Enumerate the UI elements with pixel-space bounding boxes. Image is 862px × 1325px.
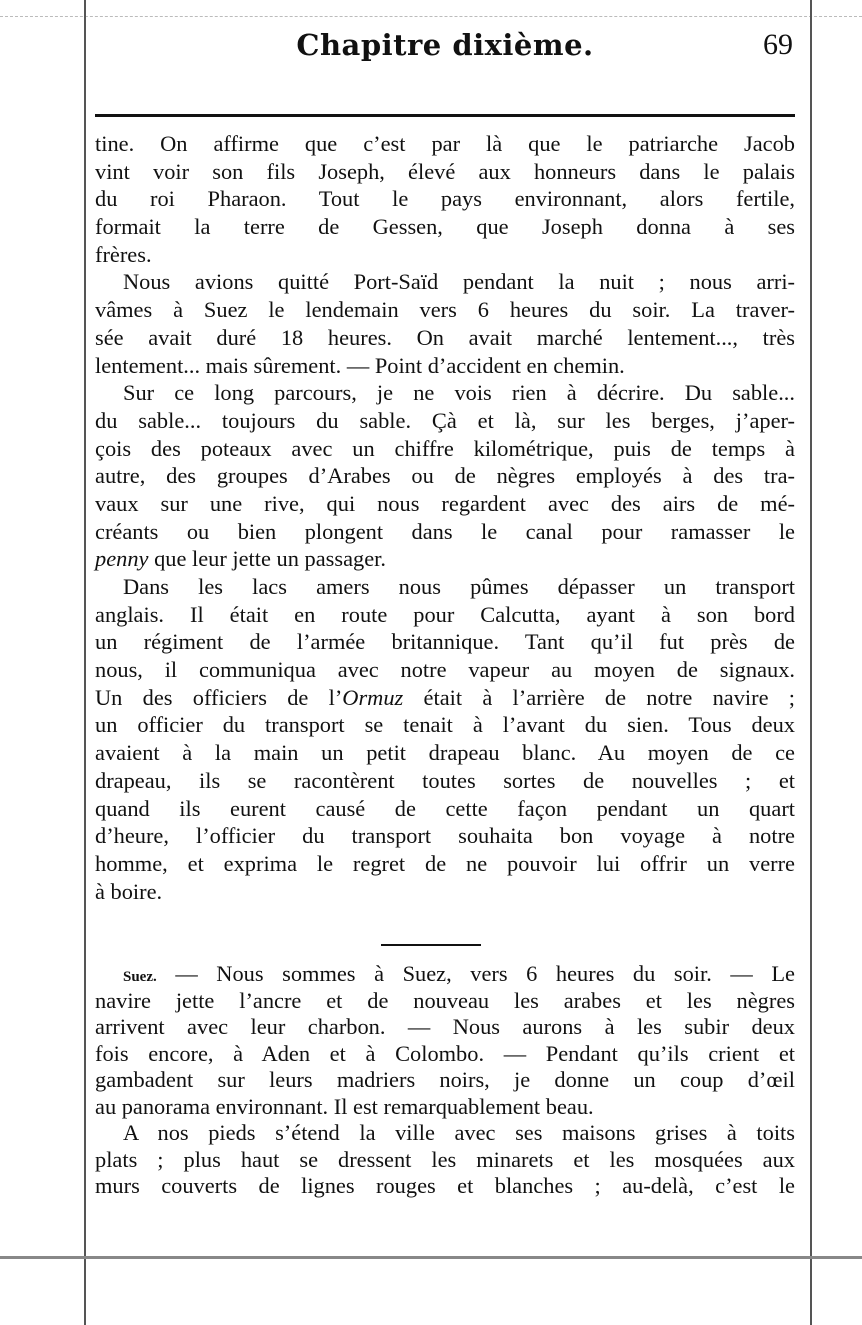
text-line: Un des officiers de l’Ormuz était à l’arrière de notre navire ; (95, 684, 796, 710)
text-line: d’heure, l’officier du transport souhaita bon voyage à notre (95, 823, 795, 849)
suez-section (95, 961, 795, 1200)
text-line: à boire. (95, 878, 163, 904)
text-line: homme, et exprima le regret de ne pouvoir lui offrir un verre (95, 850, 795, 876)
text-line: du roi Pharaon. Tout le pays environnant, alors fertile, (95, 186, 795, 212)
text-line: autre, des groupes d’Arabes ou de nègres employés à des tra- (95, 463, 795, 489)
text-line: Sur ce long parcours, je ne vois rien à décrire. Du sable... (123, 380, 795, 406)
scan-artifact-top (0, 16, 862, 18)
text-line: un officier du transport se tenait à l’avant du sien. Tous deux (95, 712, 795, 738)
text-line: lentement... mais sûrement. — Point d’accident en chemin. (95, 352, 625, 378)
run-in-heading: Suez. (123, 969, 157, 985)
running-header (95, 20, 795, 70)
text-line: vâmes à Suez le lendemain vers 6 heures du soir. La traver- (95, 297, 795, 323)
text-line: du sable... toujours du sable. Çà et là, sur les berges, j’aper- (95, 407, 795, 433)
text-line: anglais. Il était en route pour Calcutta, ayant à son bord (95, 601, 795, 627)
text-line: çois des poteaux avec un chiffre kilométrique, puis de temps à (95, 435, 795, 461)
header-rule (95, 114, 795, 117)
text-line: créants ou bien plongent dans le canal pour ramasser le (95, 518, 795, 544)
text-line: frères. (95, 241, 152, 267)
text-line: tine. On affirme que c’est par là que le patriarche Jacob (95, 131, 795, 156)
page-number: 69 (763, 28, 793, 61)
text-line: vaux sur une rive, qui nous regardent avec des airs de mé- (95, 490, 795, 516)
text-line: sée avait duré 18 heures. On avait marché lentement..., très (95, 324, 795, 350)
text-line: murs couverts de lignes rouges et blanches ; au-delà, c’est le (95, 1173, 795, 1198)
page-edge-left (84, 0, 86, 1325)
text-line: plats ; plus haut se dressent les minarets et les mosquées aux (95, 1146, 795, 1172)
text-line: navire jette l’ancre et de nouveau les arabes et les nègres (95, 987, 795, 1013)
text-line: Nous avions quitté Port-Saïd pendant la nuit ; nous arri- (123, 269, 795, 295)
text-line: nous, il communiqua avec notre vapeur au moyen de signaux. (95, 657, 795, 683)
text-line: arrivent avec leur charbon. — Nous aurons à les subir deux (95, 1014, 795, 1039)
scan-artifact-bottom (0, 1256, 862, 1259)
text-line: quand ils eurent causé de cette façon pendant un quart (95, 795, 795, 821)
text-line: avaient à la main un petit drapeau blanc. Au moyen de ce (95, 740, 795, 766)
text-line: fois encore, à Aden et à Colombo. — Pendant qu’ils crient et (95, 1040, 795, 1066)
text-line: formait la terre de Gessen, que Joseph donna à ses (95, 214, 795, 240)
text-line: gambadent sur leurs madriers noirs, je donne un coup d’œil (95, 1067, 795, 1092)
page-edge-right (810, 0, 812, 1325)
text-line: Dans les lacs amers nous pûmes dépasser un transport (123, 574, 795, 599)
text-line (95, 961, 795, 988)
text-line: au panorama environnant. Il est remarquablement beau. (95, 1093, 594, 1119)
text-run: — Nous sommes à Suez, vers 6 heures du soir. — Le (175, 961, 795, 986)
text-line: A nos pieds s’étend la ville avec ses maisons grises à toits (123, 1120, 795, 1145)
main-text (95, 130, 795, 905)
section-separator (381, 944, 481, 946)
text-line: penny que leur jette un passager. (95, 546, 386, 572)
chapter-title: Chapitre dixième. (296, 28, 594, 62)
text-line: un régiment de l’armée britannique. Tant qu’il fut près de (95, 629, 795, 655)
text-line: vint voir son fils Joseph, élevé aux honneurs dans le palais (95, 158, 795, 184)
text-line: drapeau, ils se racontèrent toutes sortes de nouvelles ; et (95, 767, 795, 793)
